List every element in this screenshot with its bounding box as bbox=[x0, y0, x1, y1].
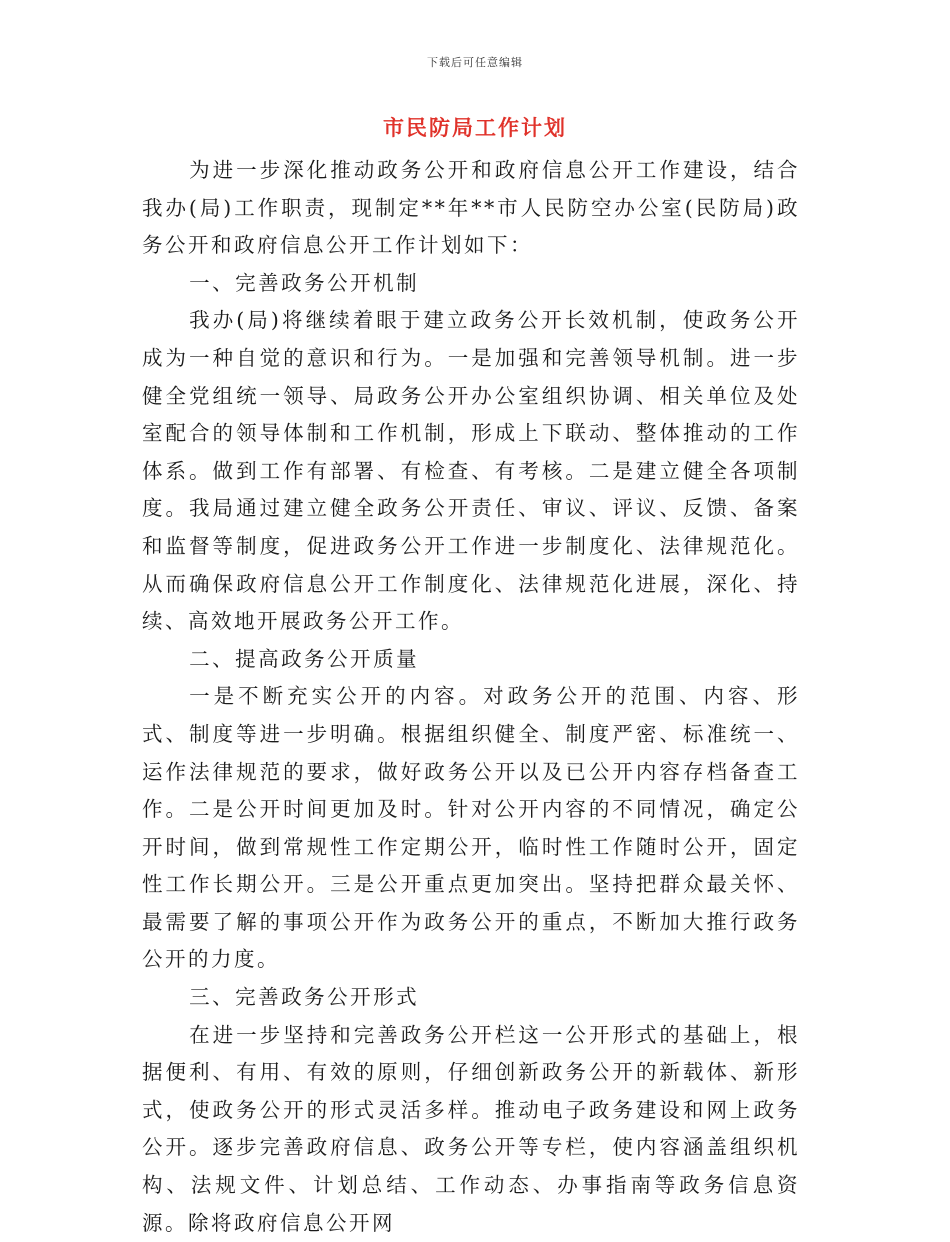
paragraph-section-3: 在进一步坚持和完善政务公开栏这一公开形式的基础上，根据便利、有用、有效的原则，仔细创新政务公开的新载体、新形式，使政务公开的形式灵活多样。推动电子政务建设和网上政务公开。逐步完善政府信息、政务公开等专栏，使内容涵盖组织机构、法规文件、计划总结、工作动态、办事指南等政务信息资源。除将政府信息公开网 bbox=[142, 1022, 800, 1235]
document-title: 市民防局工作计划 bbox=[383, 115, 567, 140]
paragraph-section-2: 一是不断充实公开的内容。对政务公开的范围、内容、形式、制度等进一步明确。根据组织健全、制度严密、标准统一、运作法律规范的要求，做好政务公开以及已公开内容存档备查工作。二是公开时间更加及时。针对公开内容的不同情况，确定公开时间，做到常规性工作定期公开，临时性工作随时公开，固定性工作长期公开。三是公开重点更加突出。坚持把群众最关怀、最需要了解的事项公开作为政务公开的重点，不断加大推行政务公开的力度。 bbox=[142, 684, 800, 972]
section-heading-3: 三、完善政务公开形式 bbox=[189, 985, 420, 1010]
section-heading-2: 二、提高政务公开质量 bbox=[189, 646, 420, 671]
paragraph-intro: 为进一步深化推动政务公开和政府信息公开工作建设，结合我办(局)工作职责，现制定**年**市人民防空办公室(民防局)政务公开和政府信息公开工作计划如下： bbox=[142, 158, 800, 258]
section-heading-1: 一、完善政务公开机制 bbox=[189, 270, 420, 295]
document-body bbox=[142, 152, 800, 1242]
paragraph-section-1: 我办(局)将继续着眼于建立政务公开长效机制，使政务公开成为一种自觉的意识和行为。一是加强和完善领导机制。进一步健全党组统一领导、局政务公开办公室组织协调、相关单位及处室配合的领导体制和工作机制，形成上下联动、整体推动的工作体系。做到工作有部署、有检查、有考核。二是建立健全各项制度。我局通过建立健全政务公开责任、审议、评议、反馈、备案和监督等制度，促进政务公开工作进一步制度化、法律规范化。从而确保政府信息公开工作制度化、法律规范化进展，深化、持续、高效地开展政务公开工作。 bbox=[142, 308, 800, 634]
header-note: 下载后可任意编辑 bbox=[427, 56, 523, 69]
